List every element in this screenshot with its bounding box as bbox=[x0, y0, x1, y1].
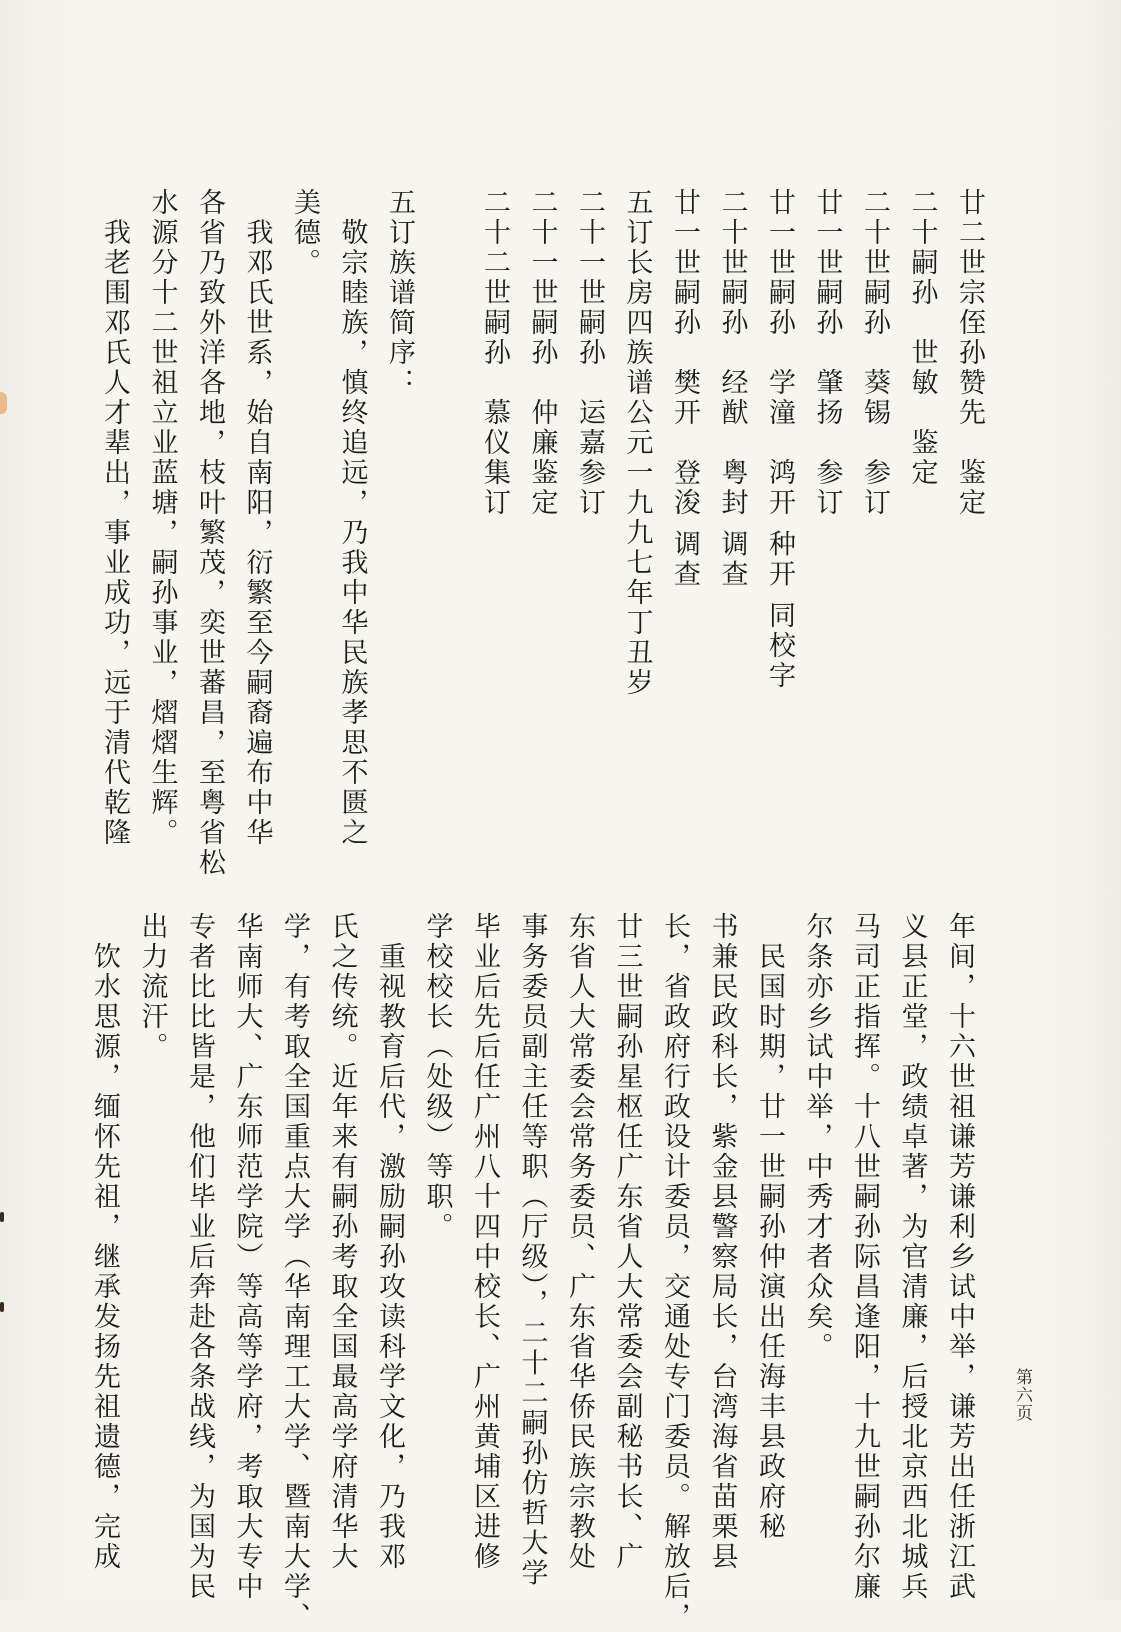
column-spacer bbox=[423, 188, 471, 778]
text-column: 二十世嗣孙 葵锡 参订 bbox=[859, 188, 890, 518]
text-column: 学，有考取全国重点大学（华南理工大学、暨南大学、 bbox=[279, 912, 310, 1632]
text-column: 二十二世嗣孙 慕仪集订 bbox=[479, 188, 510, 518]
text-column: 义县正堂，政绩卓著，为官清廉，后授北京西北城兵 bbox=[896, 912, 928, 1602]
text-column: 美德。 bbox=[289, 188, 320, 278]
text-column: 马司正指挥。十八世嗣孙际昌逢阳，十九世嗣孙尔廉 bbox=[849, 912, 880, 1602]
text-column: 敬宗睦族，慎终追远，乃我中华民族孝思不匮之 bbox=[336, 188, 368, 848]
page-number: 第六页 bbox=[1012, 1368, 1032, 1422]
text-column: 民国时期，廿一世嗣孙仲演出任海丰县政府秘 bbox=[754, 912, 785, 1542]
text-column: 二十一世嗣孙 仲廉鉴定 bbox=[526, 188, 558, 518]
top-text-block bbox=[91, 188, 994, 878]
text-column: 年间，十六世祖谦芳谦利乡试中举，谦芳出任浙江武 bbox=[944, 912, 975, 1602]
paper-stain bbox=[0, 392, 7, 414]
text-column: 二十嗣孙 世敏 鉴定 bbox=[906, 188, 938, 488]
text-column: 东省人大常委会常务委员、广东省华侨民族宗教处 bbox=[564, 912, 595, 1572]
text-column: 廿一世嗣孙 樊开 登浚 调查 bbox=[669, 188, 700, 590]
text-column: 二十世嗣孙 经猷 粤封 调查 bbox=[716, 188, 748, 590]
text-column: 饮水思源，缅怀先祖，继承发扬先祖遗德，完成 bbox=[89, 912, 120, 1572]
text-column: 二十一世嗣孙 运嘉参订 bbox=[574, 188, 605, 518]
text-column: 廿三世嗣孙星枢任广东省人大常委会副秘书长、广 bbox=[611, 912, 643, 1572]
text-column: 重视教育后代，激励嗣孙攻读科学文化，乃我邓 bbox=[374, 912, 405, 1572]
text-column: 我邓氏世系，始自南阳，衍繁至今嗣裔遍布中华 bbox=[241, 188, 273, 848]
text-column: 我老围邓氏人才辈出，事业成功，远于清代乾隆 bbox=[99, 188, 130, 848]
text-column: 长，省政府行政设计委员，交通处专门委员。解放后， bbox=[659, 912, 690, 1632]
text-column: 五订长房四族谱公元一九九七年丁丑岁 bbox=[621, 188, 653, 698]
binding-hole-mark bbox=[0, 1212, 4, 1222]
text-column: 毕业后先后任广州八十四中校长、广州黄埔区进修 bbox=[469, 912, 500, 1572]
text-column: 廿一世嗣孙 学潼 鸿开 种开 同校字 bbox=[764, 188, 795, 692]
text-column: 学校校长（处级）等职。 bbox=[421, 912, 453, 1242]
text-column: 专者比比皆是，他们毕业后奔赴各条战线，为国为民 bbox=[184, 912, 215, 1602]
text-column: 廿二世宗侄孙赞先 鉴定 bbox=[954, 188, 985, 518]
text-column: 华南师大、广东师范学院）等高等学府，考取大专中 bbox=[231, 912, 263, 1602]
text-column: 出力流汗。 bbox=[136, 912, 168, 1062]
binding-hole-mark bbox=[0, 1302, 4, 1312]
text-column: 水源分十二世祖立业蓝塘，嗣孙事业，熠熠生辉。 bbox=[146, 188, 178, 848]
text-column: 廿一世嗣孙 肇扬 参订 bbox=[811, 188, 843, 518]
section-heading: 五订族谱简序： bbox=[384, 188, 415, 398]
text-column: 书兼民政科长，紫金县警察局长，台湾海省苗栗县 bbox=[706, 912, 738, 1572]
bottom-text-block bbox=[81, 912, 984, 1632]
text-column: 尔条亦乡试中举，中秀才者众矣。 bbox=[801, 912, 833, 1362]
text-column: 氏之传统。近年来有嗣孙考取全国最高学府清华大 bbox=[326, 912, 358, 1572]
text-column: 事务委员副主任等职（厅级），二十二嗣孙仿哲大学 bbox=[516, 912, 548, 1589]
text-column: 各省乃致外洋各地，枝叶繁茂，奕世蕃昌，至粤省松 bbox=[194, 188, 225, 878]
